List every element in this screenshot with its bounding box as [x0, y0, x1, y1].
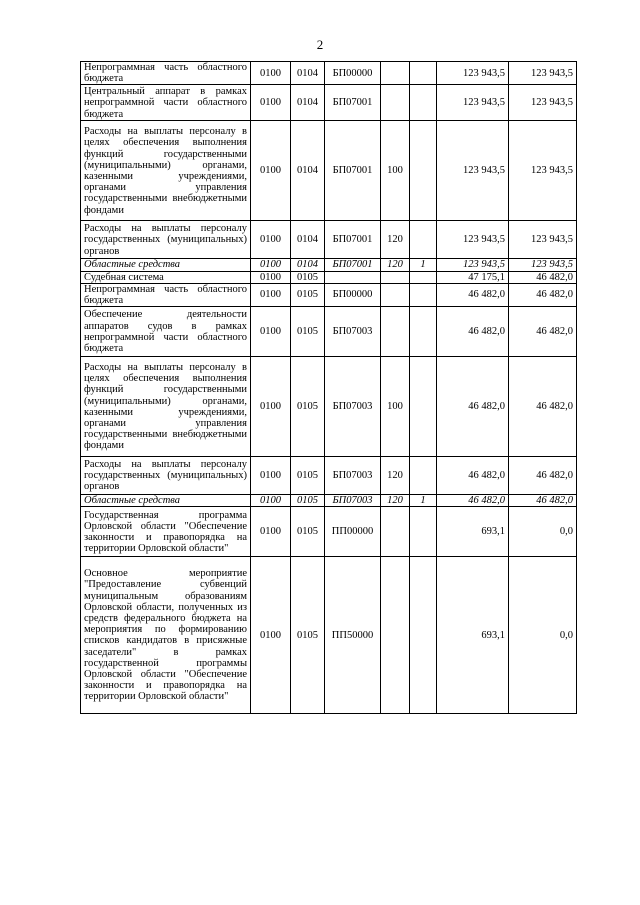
row-subsection: 0104 [291, 121, 325, 221]
budget-table [80, 61, 577, 714]
row-amount-1: 46 482,0 [437, 357, 509, 457]
row-target-article: БП07003 [325, 457, 381, 495]
row-subsection: 0104 [291, 85, 325, 121]
row-section: 0100 [251, 62, 291, 85]
row-name: Центральный аппарат в рамках непрограммной части областного бюджета [81, 85, 251, 121]
row-subsection: 0105 [291, 271, 325, 283]
row-subsection: 0105 [291, 357, 325, 457]
page-number: 2 [316, 37, 324, 52]
row-funding-source [410, 121, 437, 221]
row-amount-1: 123 943,5 [437, 85, 509, 121]
row-amount-2: 0,0 [509, 507, 577, 557]
budget-table-body [81, 62, 577, 714]
row-section: 0100 [251, 307, 291, 357]
row-section: 0100 [251, 457, 291, 495]
row-amount-2: 46 482,0 [509, 283, 577, 306]
row-amount-2: 46 482,0 [509, 357, 577, 457]
row-amount-2: 46 482,0 [509, 307, 577, 357]
row-name: Расходы на выплаты персоналу в целях обеспечения выполнения функций государственными (муниципальными) органами, казенными учреждениями, органами управления государственными внебюджетными фондами [81, 357, 251, 457]
table-row [81, 259, 577, 271]
row-name: Расходы на выплаты персоналу государственных (муниципальных) органов [81, 221, 251, 259]
row-amount-2: 46 482,0 [509, 495, 577, 507]
row-name: Государственная программа Орловской области "Обеспечение законности и правопорядка на территории Орловской области" [81, 507, 251, 557]
row-subsection: 0105 [291, 283, 325, 306]
row-amount-2: 0,0 [509, 557, 577, 714]
table-row [81, 357, 577, 457]
row-subsection: 0105 [291, 495, 325, 507]
row-target-article: ПП00000 [325, 507, 381, 557]
row-amount-1: 46 482,0 [437, 283, 509, 306]
row-amount-1: 46 482,0 [437, 457, 509, 495]
row-subsection: 0105 [291, 507, 325, 557]
row-funding-source [410, 507, 437, 557]
row-amount-1: 47 175,1 [437, 271, 509, 283]
row-funding-source [410, 307, 437, 357]
row-section: 0100 [251, 259, 291, 271]
row-amount-1: 123 943,5 [437, 62, 509, 85]
table-row [81, 62, 577, 85]
row-target-article: БП07001 [325, 85, 381, 121]
row-funding-source [410, 457, 437, 495]
row-expense-type: 100 [381, 357, 410, 457]
row-target-article: БП07001 [325, 121, 381, 221]
row-name: Расходы на выплаты персоналу государственных (муниципальных) органов [81, 457, 251, 495]
row-section: 0100 [251, 557, 291, 714]
row-expense-type: 120 [381, 221, 410, 259]
row-target-article: БП07003 [325, 357, 381, 457]
row-target-article: БП00000 [325, 62, 381, 85]
row-target-article: БП07003 [325, 495, 381, 507]
row-funding-source [410, 357, 437, 457]
row-funding-source [410, 557, 437, 714]
row-funding-source [410, 85, 437, 121]
table-row [81, 271, 577, 283]
row-target-article: БП00000 [325, 283, 381, 306]
row-expense-type: 120 [381, 495, 410, 507]
table-row [81, 221, 577, 259]
row-target-article: БП07001 [325, 221, 381, 259]
table-row [81, 507, 577, 557]
row-target-article [325, 271, 381, 283]
row-expense-type [381, 557, 410, 714]
row-name: Областные средства [81, 259, 251, 271]
row-subsection: 0104 [291, 259, 325, 271]
row-section: 0100 [251, 121, 291, 221]
table-row [81, 495, 577, 507]
row-target-article: БП07003 [325, 307, 381, 357]
row-amount-2: 123 943,5 [509, 121, 577, 221]
row-name: Расходы на выплаты персоналу в целях обеспечения выполнения функций государственными (муниципальными) органами, казенными учреждениями, органами управления государственными внебюджетными фондами [81, 121, 251, 221]
row-subsection: 0104 [291, 221, 325, 259]
table-row [81, 85, 577, 121]
row-expense-type: 120 [381, 457, 410, 495]
row-expense-type [381, 283, 410, 306]
row-amount-1: 693,1 [437, 557, 509, 714]
row-target-article: ПП50000 [325, 557, 381, 714]
table-row [81, 121, 577, 221]
row-name: Непрограммная часть областного бюджета [81, 283, 251, 306]
row-amount-2: 46 482,0 [509, 271, 577, 283]
row-subsection: 0105 [291, 457, 325, 495]
row-amount-2: 46 482,0 [509, 457, 577, 495]
row-expense-type [381, 507, 410, 557]
row-target-article: БП07001 [325, 259, 381, 271]
row-expense-type: 120 [381, 259, 410, 271]
row-subsection: 0104 [291, 62, 325, 85]
row-expense-type [381, 62, 410, 85]
row-section: 0100 [251, 85, 291, 121]
row-expense-type [381, 85, 410, 121]
row-section: 0100 [251, 271, 291, 283]
row-subsection: 0105 [291, 557, 325, 714]
row-section: 0100 [251, 507, 291, 557]
row-amount-1: 123 943,5 [437, 259, 509, 271]
table-row [81, 307, 577, 357]
row-amount-1: 46 482,0 [437, 307, 509, 357]
row-expense-type: 100 [381, 121, 410, 221]
row-amount-1: 123 943,5 [437, 221, 509, 259]
row-funding-source [410, 283, 437, 306]
row-section: 0100 [251, 495, 291, 507]
row-amount-2: 123 943,5 [509, 85, 577, 121]
row-amount-1: 46 482,0 [437, 495, 509, 507]
row-section: 0100 [251, 221, 291, 259]
row-funding-source [410, 221, 437, 259]
table-row [81, 457, 577, 495]
row-funding-source: 1 [410, 259, 437, 271]
table-row [81, 557, 577, 714]
row-amount-1: 693,1 [437, 507, 509, 557]
row-amount-2: 123 943,5 [509, 259, 577, 271]
row-name: Обеспечение деятельности аппаратов судов в рамках непрограммной части областного бюджета [81, 307, 251, 357]
row-amount-1: 123 943,5 [437, 121, 509, 221]
row-subsection: 0105 [291, 307, 325, 357]
row-name: Областные средства [81, 495, 251, 507]
row-amount-2: 123 943,5 [509, 221, 577, 259]
row-funding-source [410, 62, 437, 85]
row-name: Основное мероприятие "Предоставление субвенций муниципальным образованиям Орловской области, полученных из средств федерального бюджета на мероприятия по формированию списков кандидатов в присяжные заседатели" в рамках государственной программы Орловской области "Обеспечение законности и правопорядка на территории Орловской области" [81, 557, 251, 714]
row-amount-2: 123 943,5 [509, 62, 577, 85]
row-expense-type [381, 271, 410, 283]
row-section: 0100 [251, 357, 291, 457]
row-name: Непрограммная часть областного бюджета [81, 62, 251, 85]
row-name: Судебная система [81, 271, 251, 283]
row-funding-source [410, 271, 437, 283]
row-section: 0100 [251, 283, 291, 306]
row-expense-type [381, 307, 410, 357]
table-row [81, 283, 577, 306]
row-funding-source: 1 [410, 495, 437, 507]
